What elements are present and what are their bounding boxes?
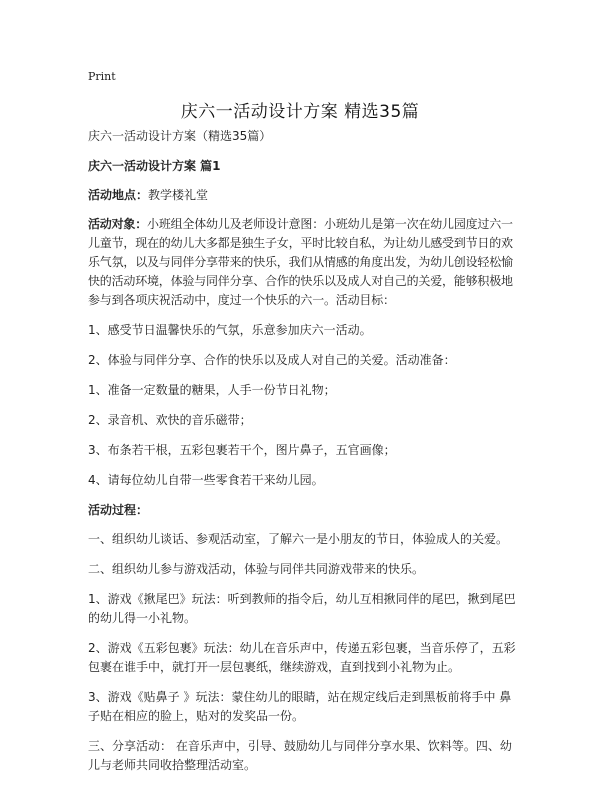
process-step: 一、组织幼儿谈话、参观活动室，了解六一是小朋友的节日，体验成人的关爱。 [88, 532, 509, 546]
process-title: 活动过程： [88, 503, 149, 517]
activity-location [88, 186, 520, 205]
process-step: 1、游戏《揪尾巴》玩法：听到教师的指令后，幼儿互相揪同伴的尾巴，揪到尾巴的幼儿得一小礼物。 [88, 592, 516, 625]
document-subtitle: 庆六一活动设计方案（精选35篇） [88, 129, 272, 143]
document-body [88, 127, 520, 786]
target-text: 小班组全体幼儿及老师设计意图：小班幼儿是第一次在幼儿园度过六一儿童节，现在的幼儿大多都是独生子女，平时比较自私，为让幼儿感受到节日的欢乐气氛，以及与同伴分享带来的快乐，我们从情感的角度出发，为幼儿创设轻松愉快的活动环境，体验与同伴分享、合作的快乐以及成人对自己的关爱，能够积极地参与到各项庆祝活动中，度过一个快乐的六一。活动目标： [88, 217, 513, 307]
goal-item: 1、感受节日温馨快乐的气氛，乐意参加庆六一活动。 [88, 323, 372, 337]
process-step: 三、分享活动： 在音乐声中，引导、鼓励幼儿与同伴分享水果、饮料等。四、幼儿与老师共同收拾整理活动室。 [88, 739, 512, 772]
document-title: 庆六一活动设计方案 精选35篇 [180, 102, 420, 122]
process-step: 二、组织幼儿参与游戏活动，体验与同伴共同游戏带来的快乐。 [88, 562, 425, 576]
section-title: 庆六一活动设计方案 篇1 [88, 159, 221, 173]
print-link[interactable]: Print [88, 70, 116, 83]
target-label: 活动对象： [88, 217, 148, 231]
preparation-item: 2、录音机、欢快的音乐磁带； [88, 413, 252, 427]
goal-item: 2、体验与同伴分享、合作的快乐以及成人对自己的关爱。活动准备： [88, 353, 456, 367]
process-step: 3、游戏《贴鼻子 》玩法：蒙住幼儿的眼睛，站在规定线后走到黑板前将手中 鼻子贴在相应的脸上，贴对的发奖品一份。 [88, 690, 512, 723]
location-value: 教学楼礼堂 [148, 188, 209, 202]
preparation-item: 1、准备一定数量的糖果，人手一份节日礼物； [88, 383, 336, 397]
activity-target [88, 215, 520, 310]
preparation-item: 4、请每位幼儿自带一些零食若干来幼儿园。 [88, 473, 324, 487]
location-label: 活动地点： [88, 188, 149, 202]
process-step: 2、游戏《五彩包裹》玩法：幼儿在音乐声中，传递五彩包裹，当音乐停了，五彩包裹在谁手中，就打开一层包裹纸，继续游戏，直到找到小礼物为止。 [88, 641, 516, 674]
preparation-item: 3、布条若干根，五彩包裹若干个，图片鼻子，五官画像； [88, 443, 396, 457]
